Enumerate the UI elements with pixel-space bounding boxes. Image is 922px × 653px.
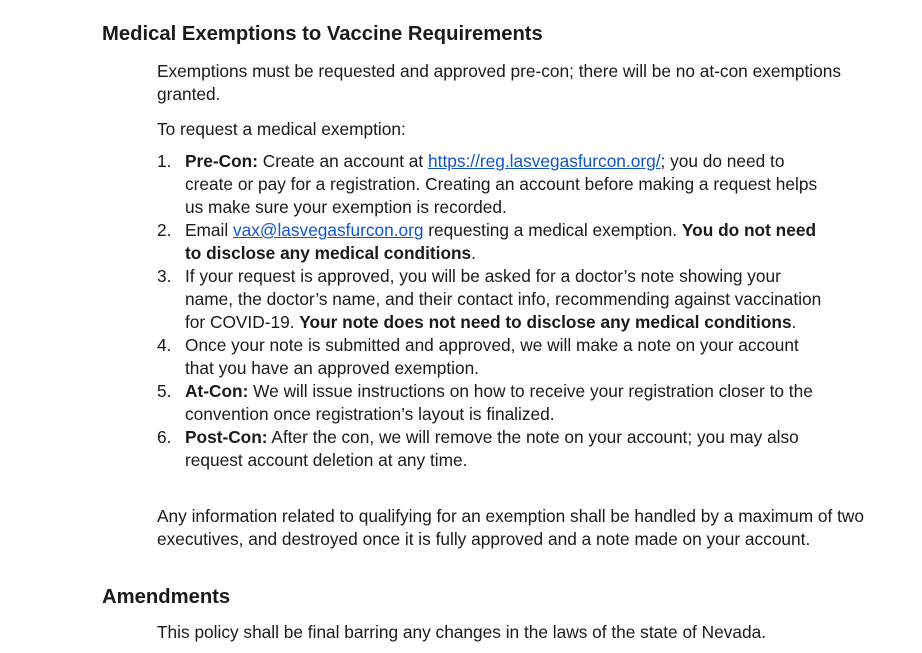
list-item: 2. Email vax@lasvegasfurcon.org requesting a medical exemption. You do not need to disclose any medical conditions. [157,220,816,263]
emphasis-text: Your note does not need to disclose any medical conditions [299,312,792,332]
list-item: 1. Pre-Con: Create an account at https://reg.lasvegasfurcon.org/; you do need to create or pay for a registration. Creating an account before making a request helps us make sure your exemption is recorded. [157,151,818,217]
registration-link[interactable]: https://reg.lasvegasfurcon.org/ [428,151,661,171]
step-label: Pre-Con: [185,151,258,171]
list-item: 3. If your request is approved, you will be asked for a doctor’s note showing your name, the doctor’s name, and their contact info, recommending against vaccination for COVID-19. Your note does not need to disclose any medical conditions. [157,266,822,332]
list-item: 6. Post-Con: After the con, we will remove the note on your account; you may also request account deletion at any time. [157,427,799,470]
email-link[interactable]: vax@lasvegasfurcon.org [233,220,424,240]
amendments-paragraph: This policy shall be final barring any changes in the laws of the state of Nevada. [157,622,767,642]
step-label: Post-Con: [185,427,268,447]
step-label: At-Con: [185,381,249,401]
list-item: 5. At-Con: We will issue instructions on how to receive your registration closer to the convention once registration’s layout is finalized. [157,381,813,424]
section-heading-medical-exemptions: Medical Exemptions to Vaccine Requirements [102,23,543,45]
intro-paragraph: Exemptions must be requested and approved pre-con; there will be no at-con exemptions granted. [157,61,841,104]
emphasis-text: You do not need to disclose any medical conditions [185,220,816,263]
list-item: 4. Once your note is submitted and approved, we will make a note on your account that you have an approved exemption. [157,335,799,378]
section-heading-amendments: Amendments [102,586,231,608]
closing-paragraph: Any information related to qualifying for an exemption shall be handled by a maximum of two executives, and destroyed once it is fully approved and a note made on your account. [157,506,864,549]
exemption-steps-list [102,150,832,472]
request-intro: To request a medical exemption: [157,119,406,139]
